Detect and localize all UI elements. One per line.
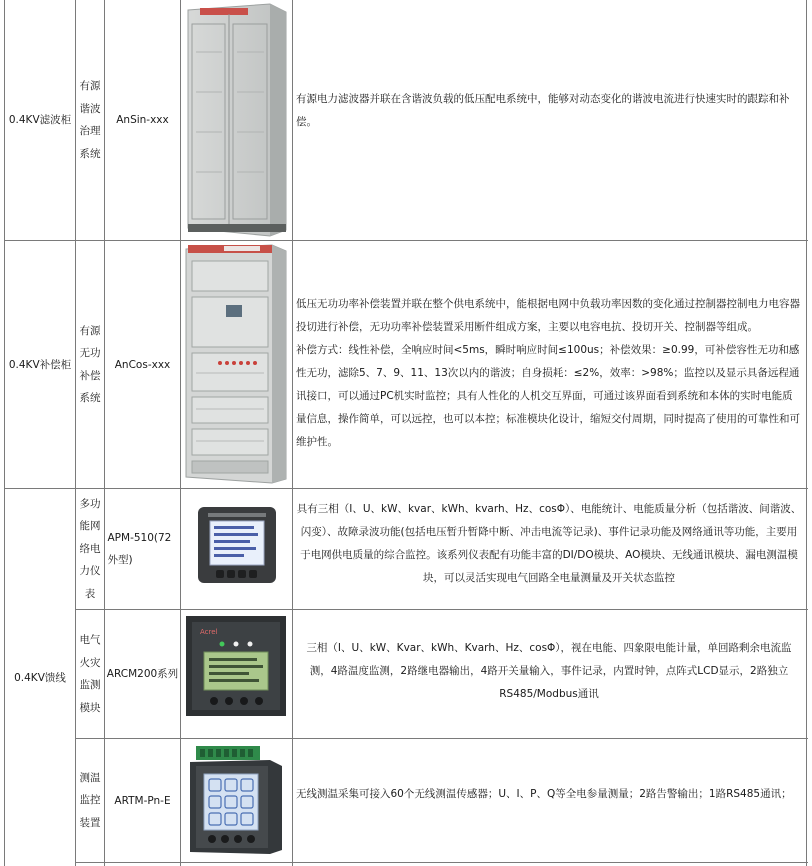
model-label: ARTM-Pn-E: [114, 794, 171, 807]
grid-line: [292, 0, 293, 866]
category-label: 0.4KV滤波柜: [8, 114, 72, 126]
system-label: 有源无功补偿系统: [79, 324, 101, 404]
svg-text:Acrel: Acrel: [200, 628, 218, 636]
system-label: 电气火灾监测模块: [79, 634, 101, 714]
model-cell: [105, 610, 180, 738]
compensation-cabinet-icon: [182, 243, 290, 486]
model-cell: [105, 0, 180, 240]
model-label: APM-510(72外型): [107, 532, 172, 566]
fire-monitor-icon: [184, 614, 288, 718]
description-cell: [296, 637, 802, 706]
model-label: ARCM200系列: [106, 668, 179, 680]
model-label: AnCos-xxx: [114, 358, 171, 371]
system-cell: [76, 610, 104, 738]
system-cell: [76, 241, 104, 488]
system-label: 有源谐波治理系统: [79, 80, 101, 160]
category-cell: [5, 0, 75, 240]
power-meter-icon: [194, 505, 280, 587]
category-cell: [5, 241, 75, 488]
model-cell: [105, 241, 180, 488]
description-text: 具有三相（I、U、kW、kvar、kWh、kvarh、Hz、cosΦ）、电能统计、电能质量分析（包括谐波、间谐波、闪变）、故障录波功能(包括电压暂升暂降中断、冲击电流等记录)、事件记录功能及网络通讯等功能，主要用于电网供电质量的综合监控。该系列仪表配有功能丰富的DI/DO模块、AO模块、无线通讯模块、漏电测温模块，可以灵活实现电气回路全电量测量及开关状态监控: [296, 503, 802, 584]
description-cell: [296, 783, 802, 806]
category-label: 0.4KV馈线: [14, 671, 66, 684]
system-cell: [76, 489, 104, 609]
category-label: 0.4KV补偿柜: [8, 358, 72, 371]
description-text: 有源电力滤波器并联在含谐波负载的低压配电系统中，能够对动态变化的谐波电流进行快速实时的跟踪和补偿。: [296, 93, 790, 128]
description-cell: [296, 498, 802, 590]
grid-line: [75, 609, 808, 610]
system-cell: [76, 0, 104, 240]
system-label: 测温监控装置: [79, 771, 101, 829]
grid-line: [806, 0, 807, 866]
model-cell: [105, 739, 180, 862]
filter-cabinet-icon: [182, 2, 290, 238]
temperature-monitor-icon: [186, 744, 286, 856]
description-paragraph: 补偿方式：线性补偿，全响应时间<5ms，瞬时响应时间≤100us；补偿效果：≥0.99，可补偿容性无功和感性无功，滤除5、7、9、11、13次以内的谐波；自身损耗：≤2%，效率：>98%；监控以及显示具备远程通讯接口，可以通过PC机实时监控；具有人性化的人机交互界面，可通过该界面看到系统和本体的实时电能质量信息，操作简单，可以远控，也可以本控；标准模块化设计，缩短交付周期，同时提高了使用的可靠性和可维护性。: [296, 344, 800, 448]
category-cell: [5, 489, 75, 866]
system-label: 多功能网络电力仪表: [79, 497, 101, 600]
model-cell: [105, 489, 180, 609]
description-cell: [296, 293, 802, 454]
model-label: AnSin-xxx: [116, 114, 169, 126]
grid-line: [180, 0, 181, 866]
description-paragraph: 低压无功功率补偿装置并联在整个供电系统中，能根据电网中负载功率因数的变化通过控制器控制电力电容器投切进行补偿，无功功率补偿装置采用断件组成方案，主要以电容电抗、投切开关、控制器等组成。: [296, 298, 800, 333]
system-cell: [76, 739, 104, 862]
description-text: 三相（I、U、kW、Kvar、kWh、Kvarh、Hz、cosΦ），视在电能、四象限电能计量，单回路剩余电流监测，4路温度监测，2路继电器输出，4路开关量输入，事件记录，内置时钟，点阵式LCD显示，2路独立RS485/Modbus通讯: [306, 642, 792, 700]
grid-line: [75, 862, 808, 863]
grid-line: [75, 738, 808, 739]
description-cell: [296, 88, 802, 134]
description-text: 无线测温采集可接入60个无线测温传感器；U、I、P、Q等全电参量测量；2路告警输出；1路RS485通讯；: [296, 788, 792, 800]
